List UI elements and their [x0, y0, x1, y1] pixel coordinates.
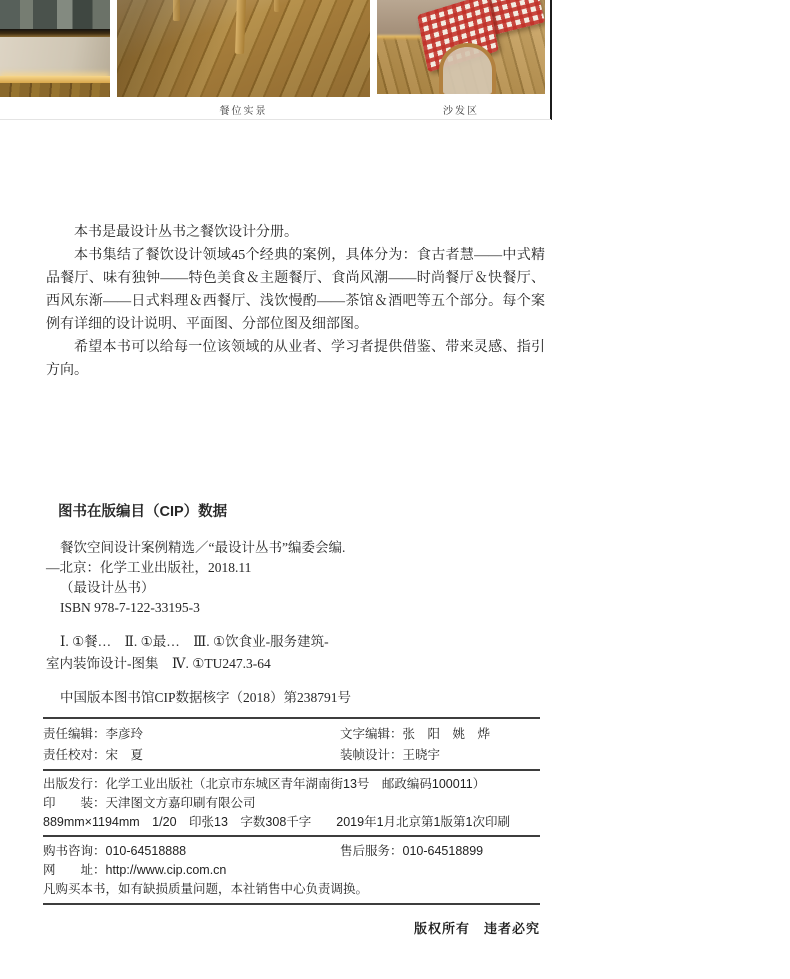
- format-line: 889mm×1194mm 1/20 印张13 字数308千字 2019年1月北京第1版第1次印刷: [43, 815, 510, 829]
- copyright-notice: 版权所有 违者必究: [413, 921, 540, 936]
- website-line: 网 址：http://www.cip.com.cn: [43, 863, 227, 877]
- colophon: [43, 717, 540, 937]
- kitchen-equipment-area: [0, 0, 110, 29]
- photo-caption: 餐位实景: [219, 106, 268, 117]
- printer-line: 印 装：天津图文方嘉印刷有限公司: [43, 796, 256, 810]
- intro-paragraph: 希望本书可以给每一位该领域的从业者、学习者提供借鉴、带来灵感、指引方向。: [46, 340, 545, 378]
- cip-class-line: Ⅰ. ①餐… Ⅱ. ①最… Ⅲ. ①饮食业-服务建筑-: [60, 634, 329, 649]
- counter-front: [0, 37, 110, 76]
- chair-leg: [235, 0, 246, 54]
- cip-title-line: 餐饮空间设计案例精选／“最设计丛书”编委会编.: [60, 540, 346, 555]
- wood-floor-strip: [0, 83, 110, 97]
- text-editor-credit: 文字编辑：张 阳 姚 烨: [340, 727, 491, 741]
- cip-class-line: 室内装饰设计-图集 Ⅳ. ①TU247.3-64: [46, 656, 271, 671]
- photo-sofa-area: [377, 0, 545, 94]
- photo-buffet-counter: [0, 0, 110, 97]
- publisher-line: 出版发行：化学工业出版社（北京市东城区青年湖南街13号 邮政编码100011）: [43, 777, 486, 791]
- cip-isbn-line: ISBN 978-7-122-33195-3: [60, 600, 200, 615]
- cip-record-number: 中国版本图书馆CIP数据核字（2018）第238791号: [60, 690, 352, 705]
- photo-caption: 沙发区: [443, 106, 479, 117]
- cip-series-line: （最设计丛书）: [60, 580, 155, 595]
- counter-light-strip: [0, 76, 110, 84]
- publishing-info: [43, 771, 540, 835]
- counter-top-edge: [0, 29, 110, 37]
- cip-classification: [46, 631, 546, 675]
- wooden-chair: [439, 43, 496, 94]
- after-sales-phone: 售后服务：010-64518899: [340, 844, 484, 858]
- purchase-phone: 购书咨询：010-64518888: [43, 844, 187, 858]
- editor-credit: 责任编辑：李彦玲: [43, 727, 144, 741]
- chair-leg: [173, 0, 180, 21]
- designer-credit: 装帧设计：王晓宇: [340, 748, 441, 762]
- cip-publisher-line: —北京：化学工业出版社，2018.11: [46, 560, 252, 575]
- cip-heading: 图书在版编目（CIP）数据: [58, 504, 228, 520]
- chair-leg: [274, 0, 280, 12]
- cip-data-block: [46, 500, 546, 708]
- divider-rule: [43, 903, 540, 905]
- contact-info: [43, 837, 540, 903]
- page-scan-bottom-border: [0, 119, 551, 120]
- exchange-note: 凡购买本书，如有缺损质量问题，本社销售中心负责调换。: [43, 882, 369, 896]
- proofreader-credit: 责任校对：宋 夏: [43, 748, 144, 762]
- page-scan-right-border: [550, 0, 552, 120]
- photo-dining-floor: [117, 0, 370, 97]
- intro-paragraph: 本书集结了餐饮设计领域45个经典的案例，具体分为：食古者慧——中式精品餐厅、味有独钟——特色美食＆主题餐厅、食尚风潮——时尚餐厅＆快餐厅、西风东渐——日式料理＆西餐厅、浅饮慢酌——茶馆＆酒吧等五个部分。每个案例有详细的设计说明、平面图、分部位图及细部图。: [46, 248, 545, 332]
- staff-credits: [43, 719, 540, 769]
- intro-paragraph: 本书是最设计丛书之餐饮设计分册。: [74, 225, 298, 240]
- book-introduction: [46, 221, 545, 382]
